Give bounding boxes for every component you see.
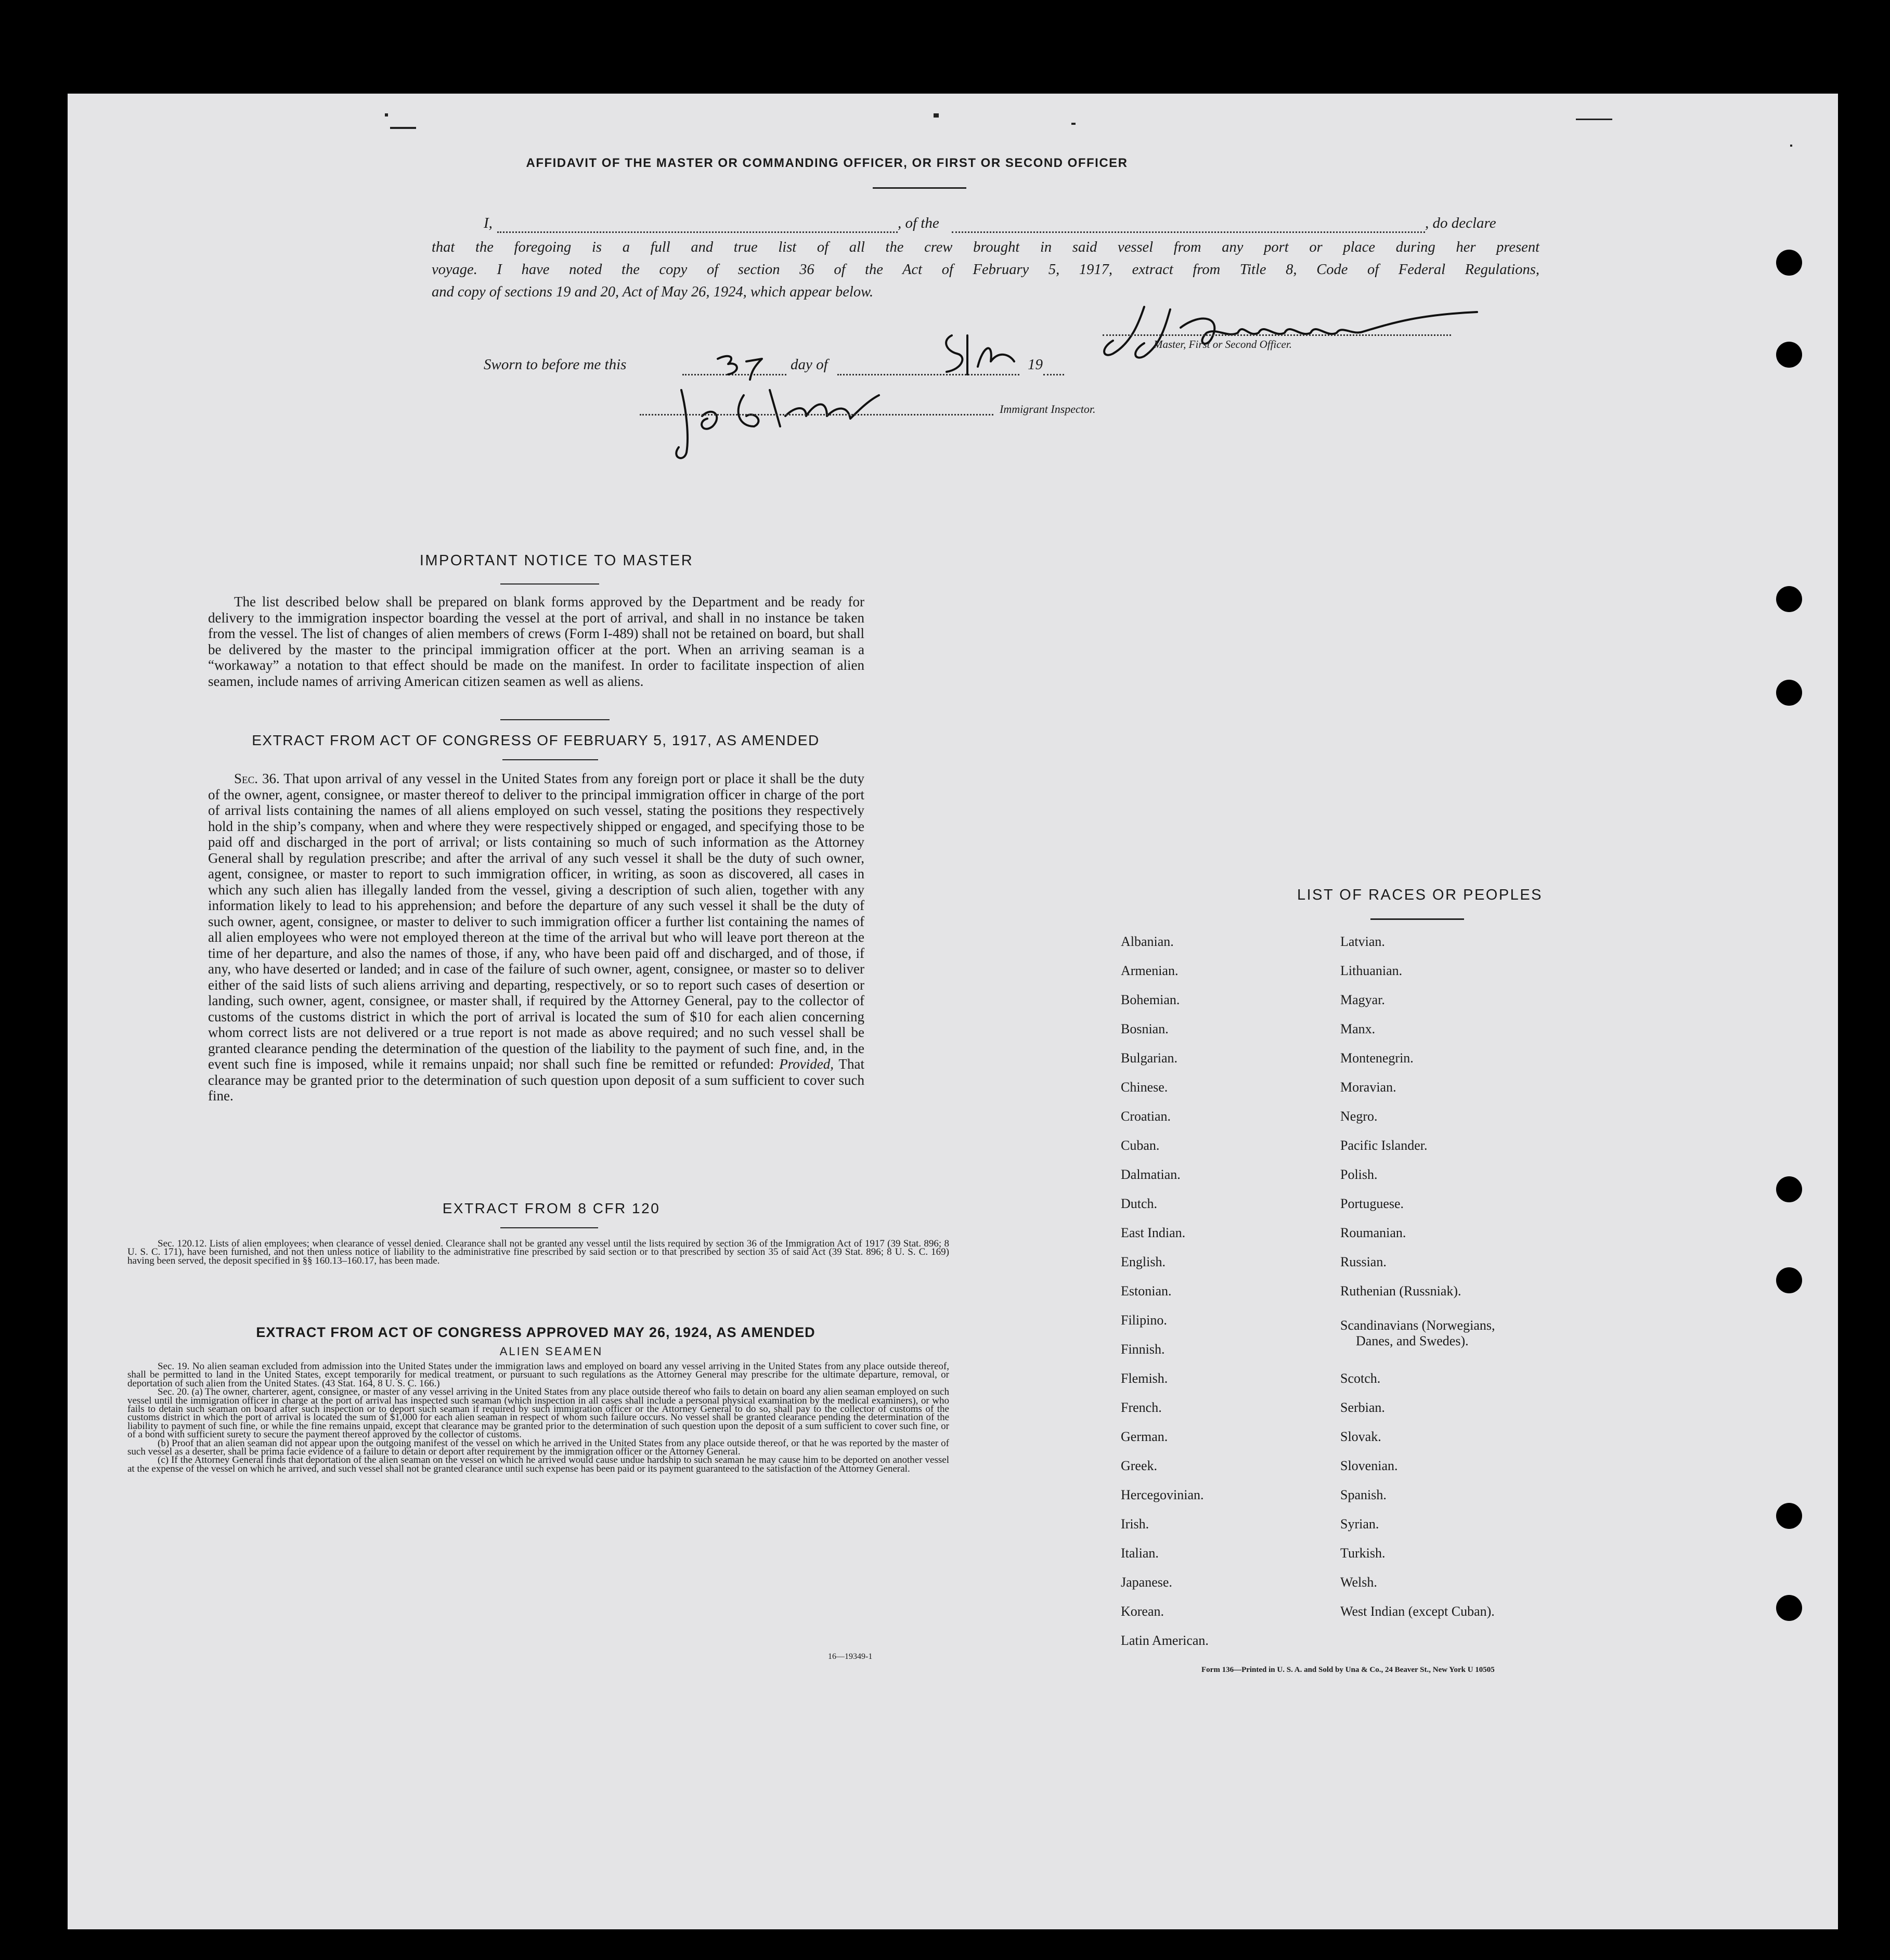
- scan-speck: [1576, 119, 1612, 120]
- race-left: Croatian.: [1121, 1109, 1171, 1124]
- race-right: Spanish.: [1340, 1487, 1387, 1502]
- extract-1917-rule: [502, 759, 598, 760]
- punch-hole: [1776, 342, 1802, 368]
- race-right: Scotch.: [1340, 1371, 1381, 1386]
- race-left: French.: [1121, 1400, 1162, 1415]
- race-left: Dutch.: [1121, 1196, 1158, 1211]
- race-left: Japanese.: [1121, 1575, 1172, 1590]
- race-left: Finnish.: [1121, 1342, 1165, 1357]
- sec-36-label: Sec. 36.: [234, 771, 280, 786]
- race-left: East Indian.: [1121, 1225, 1186, 1240]
- races-title: LIST OF RACES OR PEOPLES: [1297, 887, 1543, 903]
- scan-speck: [385, 113, 388, 116]
- race-right: Syrian.: [1340, 1516, 1379, 1531]
- punch-hole: [1776, 1595, 1802, 1621]
- race-right: Manx.: [1340, 1021, 1376, 1036]
- do-declare-label: , do declare: [1425, 215, 1496, 231]
- race-left: Filipino.: [1121, 1313, 1167, 1328]
- scan-speck: [390, 127, 416, 129]
- sworn-label: Sworn to before me this: [484, 356, 627, 373]
- race-right: Ruthenian (Russniak).: [1340, 1283, 1461, 1299]
- inspector-signature: [650, 369, 910, 473]
- provided-term: Provided,: [779, 1056, 834, 1072]
- race-left: Irish.: [1121, 1516, 1149, 1531]
- notice-title: IMPORTANT NOTICE TO MASTER: [419, 552, 694, 569]
- year-prefix: 19: [1028, 356, 1043, 373]
- punch-hole: [1776, 250, 1802, 276]
- day-of-label: day of: [791, 356, 828, 373]
- race-left: Armenian.: [1121, 963, 1179, 978]
- race-right: Polish.: [1340, 1167, 1378, 1182]
- affidavit-line2: that the foregoing is a full and true list of all the crew brought in said vessel from any port or place during her present: [432, 239, 1539, 255]
- race-left: Latin American.: [1121, 1633, 1209, 1648]
- scan-speck: [1071, 123, 1076, 125]
- affidavit-line1: [484, 215, 1534, 236]
- month-handwriting: [931, 325, 1035, 382]
- race-right: Portuguese.: [1340, 1196, 1404, 1211]
- races-title-rule: [1370, 918, 1464, 920]
- race-left: Korean.: [1121, 1604, 1164, 1619]
- notice-body: The list described below shall be prepared on blank forms approved by the Department and be ready for delivery to the immigration inspector boarding the vessel at the port of arrival, and shall in no instance be taken from the vessel. The list of changes of alien members of crews (Form I-489) shall not be retained on board, but shall be delivered by the master to the principal immigration officer at the port. When an arriving seaman is a “workaway” a notation to that effect should be made on the manifest. In order to facilitate inspection of alien seamen, include names of arriving American citizen seamen as well as aliens.: [208, 594, 864, 689]
- notice-end-rule: [500, 719, 610, 720]
- sec-20b-text: (b) Proof that an alien seaman did not appear upon the outgoing manifest of the vessel on which he arrived in the United States from any place outside thereof, or that he was reported by the master of such vessel as a deserter, shall be prima facie evidence of a failure to detain or deport after requirement by the immigration officer or the Attorney General.: [127, 1437, 949, 1458]
- race-right: Latvian.: [1340, 934, 1385, 949]
- name-blank[interactable]: [497, 231, 898, 233]
- race-right: Magyar.: [1340, 992, 1385, 1007]
- master-signature-line[interactable]: [1103, 334, 1451, 336]
- race-left: Hercegovinian.: [1121, 1487, 1204, 1502]
- printer-footer: Form 136—Printed in U. S. A. and Sold by Una & Co., 24 Beaver St., New York U 10505: [1201, 1666, 1495, 1674]
- race-left: Greek.: [1121, 1458, 1158, 1473]
- race-right: Pacific Islander.: [1340, 1138, 1428, 1153]
- race-right: Roumanian.: [1340, 1225, 1406, 1240]
- extract-1917-title: EXTRACT FROM ACT OF CONGRESS OF FEBRUARY 5, 1917, AS AMENDED: [252, 732, 820, 748]
- extract-cfr-title: EXTRACT FROM 8 CFR 120: [442, 1200, 661, 1216]
- race-right: Scandinavians (Norwegians,: [1340, 1318, 1495, 1333]
- race-right: Serbian.: [1340, 1400, 1385, 1415]
- inspector-signature-line[interactable]: [640, 414, 993, 416]
- affidavit-line3: voyage. I have noted the copy of section 36 of the Act of February 5, 1917, extract from Title 8, Code of Federal Regulations,: [432, 262, 1539, 278]
- punch-hole: [1776, 586, 1802, 612]
- race-right: Slovenian.: [1340, 1458, 1398, 1473]
- race-left: Chinese.: [1121, 1080, 1168, 1095]
- extract-1917-body: [208, 771, 864, 1104]
- extract-cfr-rule: [500, 1227, 598, 1228]
- race-left: Bohemian.: [1121, 992, 1180, 1007]
- sec-20a-text: Sec. 20. (a) The owner, charterer, agent, consignee, or master of any vessel arriving in the United States from any place outside thereof who fails to detain on board any alien seaman employed on such vessel until the immigration officer in charge at the port of arrival has inspected such seaman (which inspection in all cases shall include a personal physical examination by the medical examiners), or who fails to detain such seaman on board after such inspection or to deport such seaman if required by such immigration officer or the Attorney General to do so, shall pay to the collector of customs of the customs district in which the port of arrival is located the sum of $1,000 for each alien seaman in respect of whom such failure occurs. No vessel shall be granted clearance pending the determination of the liability to payment of such fine, or while the fine remains unpaid, except that clearance may be granted prior to the determination of such question upon the deposit of a sum sufficient to cover such fine, or of a bond with sufficient surety to secure the payment thereof approved by the collector of customs.: [127, 1386, 949, 1440]
- punch-hole: [1776, 1503, 1802, 1529]
- affidavit-title: AFFIDAVIT OF THE MASTER OR COMMANDING OFFICER, OR FIRST OR SECOND OFFICER: [526, 156, 1128, 170]
- punch-hole: [1776, 1267, 1802, 1293]
- of-the-label: , of the: [898, 215, 939, 231]
- sec-36-text-end: That clearance may be granted prior to the determination of such question upon deposit of a sum sufficient to cover such fine.: [208, 1056, 864, 1104]
- master-label: Master, First or Second Officer.: [1154, 338, 1292, 351]
- scan-speck: [1790, 145, 1792, 147]
- affidavit-title-rule: [873, 187, 966, 189]
- year-blank[interactable]: [1043, 374, 1064, 375]
- race-left: Flemish.: [1121, 1371, 1168, 1386]
- notice-title-rule: [500, 583, 599, 585]
- race-right: Slovak.: [1340, 1429, 1381, 1444]
- sec-20c-text: (c) If the Attorney General finds that deportation of the alien seaman on the vessel on which he arrived would cause undue hardship to such seaman he may cause him to be deported on another vessel at the expense of the vessel on which he arrived, and such vessel shall not be granted clearance until such expense has been paid or its payment guaranteed to the satisfaction of the Attorney General.: [127, 1455, 949, 1474]
- i-label: I,: [484, 215, 493, 231]
- sec-36-text: That upon arrival of any vessel in the United States from any foreign port or place it shall be the duty of the owner, agent, consignee, or master thereof to deliver to the principal immigration officer in charge of the port of arrival lists containing the names of all aliens employed on such vessel, stating the positions they respectively hold in the ship’s company, when and where they were respectively shipped or engaged, and specifying those to be paid off and discharged in the port of arrival; or lists containing so much of such information as the Attorney General shall by regulation prescribe; and after the arrival of any such vessel it shall be the duty of such owner, agent, consignee, or master to report to such immigration officer, in writing, as soon as discovered, all cases in which any such alien has illegally landed from the vessel, giving a description of such alien, together with any information likely to lead to his apprehension; and before the departure of any such vessel it shall be the duty of such owner, agent, consignee, or master to deliver to such immigration officer a further list containing the names of all alien employees who were not employed thereon at the time of the arrival but who will leave port thereon at the time of her departure, and also the names of those, if any, who have been paid off and discharged, and of those, if any, who have deserted or landed; and in case of the failure of such owner, agent, consignee, or master so to deliver either of the said lists of such aliens arriving and departing, respectively, or so to report such cases of desertion or landing, such owner, agent, consignee, or master shall, if required by the Attorney General, pay to the collector of customs of the customs district in which the port of arrival is located the sum of $10 for each alien concerning whom correct lists are not delivered or a true report is not made as above required; and no such vessel shall be granted clearance pending the determination of the question of the liability to the payment of such fine, and, in the event such fine is imposed, while it remains unpaid; nor shall such fine be remitted or refunded:: [208, 771, 865, 1072]
- race-left: Albanian.: [1121, 934, 1174, 949]
- form-page: [68, 94, 1838, 1929]
- race-left: Dalmatian.: [1121, 1167, 1181, 1182]
- race-left: German.: [1121, 1429, 1168, 1444]
- sec-19-text: Sec. 19. No alien seaman excluded from admission into the United States under the immigration laws and employed on board any vessel arriving in the United States from any place outside thereof, shall be permitted to land in the United States, except temporarily for medical treatment, or pursuant to such regulations as the Attorney General may prescribe for the ultimate departure, removal, or deportation of such alien from the United States. (43 Stat. 164, 8 U. S. C. 166.): [127, 1361, 949, 1389]
- punch-hole: [1776, 680, 1802, 706]
- race-right: Welsh.: [1340, 1575, 1377, 1590]
- race-left: Cuban.: [1121, 1138, 1160, 1153]
- race-right: Turkish.: [1340, 1546, 1386, 1561]
- affidavit-line4: and copy of sections 19 and 20, Act of May 26, 1924, which appear below.: [432, 284, 874, 300]
- extract-1924-subtitle: ALIEN SEAMEN: [499, 1345, 603, 1358]
- scan-speck: [934, 113, 939, 118]
- extract-1924-title: EXTRACT FROM ACT OF CONGRESS APPROVED MAY 26, 1924, AS AMENDED: [256, 1325, 815, 1340]
- extract-1924-body: [127, 1362, 949, 1473]
- punch-hole: [1776, 1176, 1802, 1202]
- race-right: Lithuanian.: [1340, 963, 1403, 978]
- form-code: 16—19349-1: [828, 1652, 873, 1661]
- race-left: Estonian.: [1121, 1283, 1172, 1299]
- race-right: Montenegrin.: [1340, 1050, 1414, 1066]
- race-left: Italian.: [1121, 1546, 1159, 1561]
- race-left: Bosnian.: [1121, 1021, 1169, 1036]
- race-right: Russian.: [1340, 1254, 1387, 1269]
- race-right: Danes, and Swedes).: [1356, 1333, 1469, 1348]
- race-right: West Indian (except Cuban).: [1340, 1604, 1495, 1619]
- race-left: Bulgarian.: [1121, 1050, 1178, 1066]
- inspector-label: Immigrant Inspector.: [1000, 403, 1096, 416]
- race-right: Moravian.: [1340, 1080, 1396, 1095]
- race-right: Negro.: [1340, 1109, 1378, 1124]
- vessel-blank[interactable]: [952, 231, 1425, 233]
- race-left: English.: [1121, 1254, 1166, 1269]
- extract-cfr-body: Sec. 120.12. Lists of alien employees; when clearance of vessel denied. Clearance shall not be granted any vessel until the lists required by section 36 of the Immigration Act of 1917 (39 Stat. 896; 8 U. S. C. 171), have been furnished, and not then unless notice of liability to the administrative fine prescribed by said section or to that prescribed by section 35 of said Act (39 Stat. 896; 8 U. S. C. 169) having been served, the deposit specified in §§ 160.13–160.17, has been made.: [127, 1238, 949, 1266]
